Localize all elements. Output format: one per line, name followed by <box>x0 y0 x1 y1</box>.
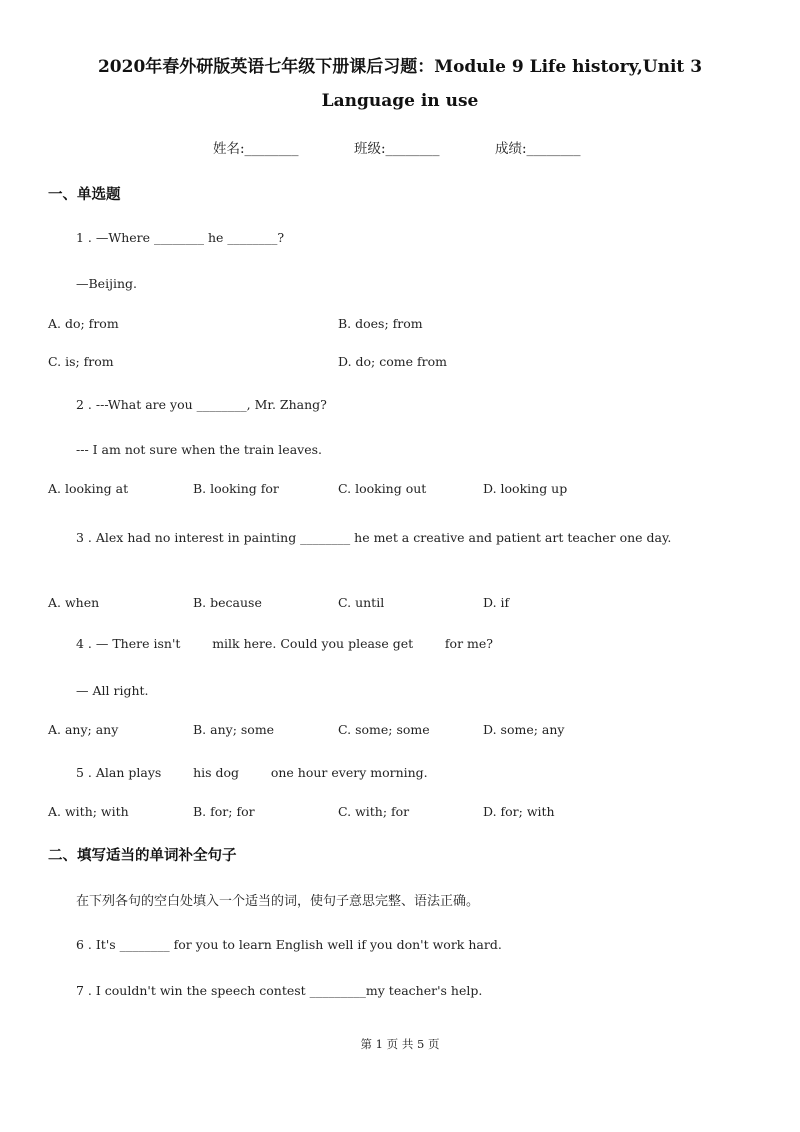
question-3-stem: 3 . Alex had no interest in painting ________ he met a creative and patient art teacher one day. <box>76 530 672 545</box>
document-title-line1: 2020年春外研版英语七年级下册课后习题：Module 9 Life history,Unit 3 <box>97 57 703 77</box>
question-2-stem: 2 . ---What are you ________, Mr. Zhang? <box>76 397 327 412</box>
question-7-stem: 7 . I couldn't win the speech contest _________my teacher's help. <box>76 983 483 998</box>
question-5-option-a: A. with; with <box>48 804 129 819</box>
question-1-stem: 1 . —Where ________ he ________? <box>76 230 285 245</box>
question-5-option-c: C. with; for <box>338 804 410 819</box>
question-2-option-c: C. looking out <box>338 481 427 496</box>
question-3-option-d: D. if <box>483 595 510 610</box>
question-4-option-d: D. some; any <box>483 722 565 737</box>
question-1-option-a: A. do; from <box>48 316 119 331</box>
name-field-label: 姓名:________ <box>213 141 299 157</box>
question-4-stem: 4 . — There isn't milk here. Could you please get for me? <box>76 636 493 651</box>
question-3-option-b: B. because <box>193 595 262 610</box>
question-2-option-b: B. looking for <box>193 481 279 496</box>
question-1-option-b: B. does; from <box>338 316 423 331</box>
section1-heading: 一、单选题 <box>48 187 121 203</box>
question-5-option-b: B. for; for <box>193 804 255 819</box>
question-3-option-a: A. when <box>48 595 100 610</box>
question-4-option-c: C. some; some <box>338 722 430 737</box>
score-field-label: 成绩:________ <box>495 141 581 157</box>
question-5-stem: 5 . Alan plays his dog one hour every morning. <box>76 765 428 780</box>
question-4-answer-line: — All right. <box>76 683 149 698</box>
question-2-answer-line: --- I am not sure when the train leaves. <box>76 442 323 457</box>
question-1-option-d: D. do; come from <box>338 354 447 369</box>
section2-heading: 二、填写适当的单词补全句子 <box>48 848 237 864</box>
question-5-option-d: D. for; with <box>483 804 555 819</box>
question-4-option-a: A. any; any <box>48 722 119 737</box>
question-1-answer-line: —Beijing. <box>76 276 137 291</box>
question-1-option-c: C. is; from <box>48 354 114 369</box>
question-3-option-c: C. until <box>338 595 385 610</box>
question-6-stem: 6 . It's ________ for you to learn English well if you don't work hard. <box>76 937 502 952</box>
document-title-line2: Language in use <box>321 91 479 111</box>
class-field-label: 班级:________ <box>354 141 440 157</box>
question-2-option-d: D. looking up <box>483 481 568 496</box>
question-4-option-b: B. any; some <box>193 722 275 737</box>
page-number: 第 1 页 共 5 页 <box>360 1037 440 1051</box>
question-2-option-a: A. looking at <box>48 481 129 496</box>
section2-instruction: 在下列各句的空白处填入一个适当的词，使句子意思完整、语法正确。 <box>76 894 480 909</box>
